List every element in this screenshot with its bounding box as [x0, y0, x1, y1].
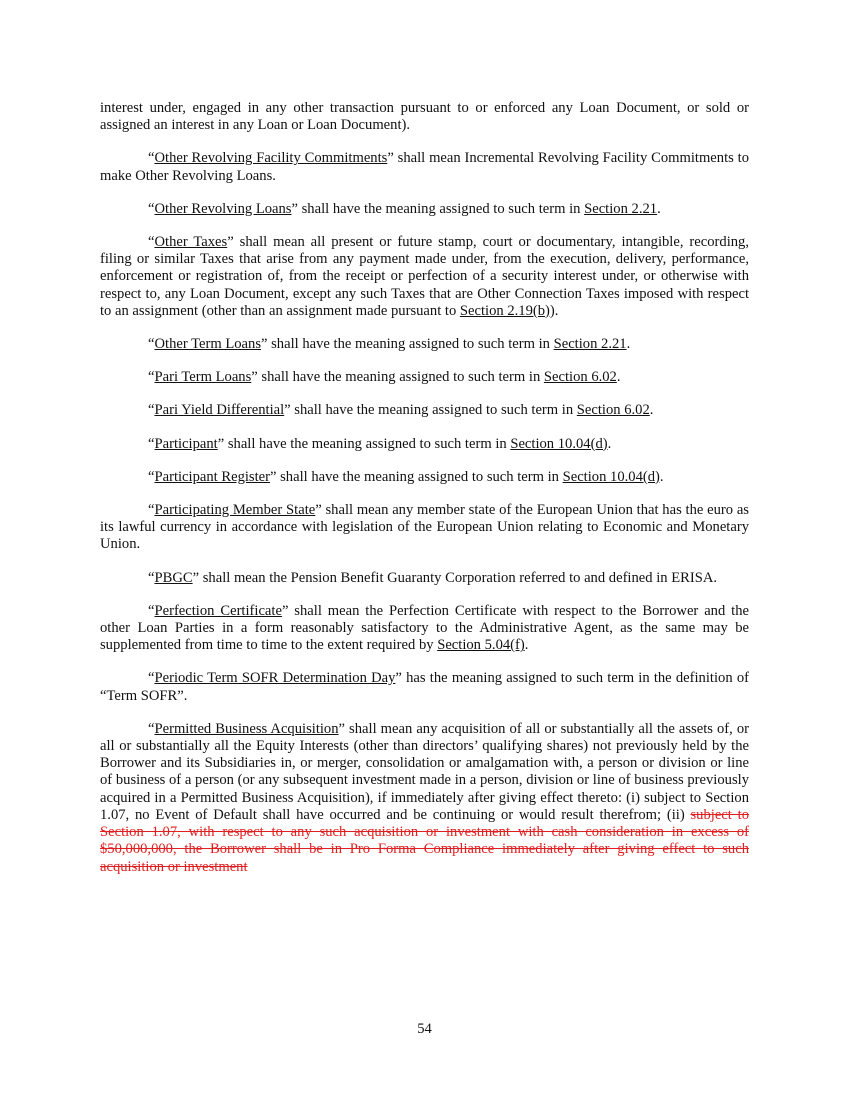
paragraph	[100, 234, 749, 320]
defined-term-or-reference: Section 5.04(f)	[437, 637, 525, 654]
defined-term-or-reference: Participant	[154, 435, 218, 452]
text-run: “	[148, 369, 155, 386]
defined-term-or-reference: Other Revolving Facility Commitments	[154, 150, 388, 167]
text-run: “	[148, 435, 155, 452]
text-run: .	[659, 468, 664, 485]
paragraph	[100, 436, 749, 453]
paragraph	[100, 570, 749, 587]
paragraph	[100, 721, 749, 876]
paragraph	[100, 336, 749, 353]
text-run: ” shall have the meaning assigned to such term in	[217, 435, 511, 452]
defined-term-or-reference: Perfection Certificate	[154, 602, 282, 619]
text-run: .	[626, 336, 631, 353]
text-run: “	[148, 502, 155, 519]
defined-term-or-reference: Pari Term Loans	[154, 369, 252, 386]
text-run: ” shall mean the Perfection Certificate with respect to the Borrower and the other Loan Parties in a form reasonably satisfactory to the Administrative Agent, as the same may be supplemented from time to time to the extent required by	[100, 602, 749, 654]
text-run: ” shall have the meaning assigned to such term in	[261, 336, 554, 353]
text-run: ” has the meaning assigned to such term in the definition of “Term SOFR”.	[100, 670, 749, 704]
text-run: ” shall mean the Pension Benefit Guaranty Corporation referred to and defined in ERISA.	[192, 569, 718, 586]
text-run: “	[148, 569, 155, 586]
defined-term-or-reference: Section 6.02	[543, 369, 617, 386]
text-run: “	[148, 402, 155, 419]
paragraph	[100, 100, 749, 134]
defined-term-or-reference: Section 6.02	[576, 402, 650, 419]
text-run: “	[148, 670, 155, 687]
defined-term-or-reference: Periodic Term SOFR Determination Day	[154, 670, 396, 687]
defined-term-or-reference: Participant Register	[154, 468, 270, 485]
paragraph	[100, 402, 749, 419]
paragraph	[100, 603, 749, 655]
deleted-text: , with respect to any such acquisition or investment with cash consideration in excess of $50,000,000, the Borrower shall be in Pro Forma Compliance immediately after giving effect to such acquisition or investment	[100, 824, 749, 875]
paragraph	[100, 369, 749, 386]
defined-term-or-reference: Other Term Loans	[154, 336, 261, 353]
text-run: ” shall mean Incremental Revolving Facility Commitments to make Other Revolving Loans.	[100, 150, 750, 184]
text-run: .	[524, 637, 529, 654]
text-run: ).	[549, 302, 559, 319]
page-body	[100, 100, 749, 892]
text-run: “	[148, 720, 155, 737]
paragraph	[100, 469, 749, 486]
defined-term-or-reference: Section 2.21	[584, 200, 658, 217]
text-run: .	[649, 402, 654, 419]
paragraph	[100, 201, 749, 218]
text-run: ” shall have the meaning assigned to such term in	[291, 200, 585, 217]
paragraph	[100, 670, 749, 704]
text-run: ” shall mean any acquisition of all or substantially all the assets of, or all or substantially all the Equity Interests (other than directors’ qualifying shares) not previously held by the Borrower and its Subsidiaries in, or merger, consolidation or amalgamation with, a person or division or line of business of a person (or any subsequent investment made in a person, division or line of business previously acquired in a Permitted Business Acquisition), if immediately after giving effect thereto: (i) subject to Section 1.07, no Event of Default shall have occurred and be continuing or would result therefrom; (ii)	[100, 720, 750, 823]
text-run: ” shall mean any member state of the European Union that has the euro as its lawful currency in accordance with legislation of the European Union relating to Economic and Monetary Union.	[100, 502, 749, 553]
text-run: “	[148, 200, 155, 217]
defined-term-or-reference: Section 2.21	[553, 336, 627, 353]
text-run: ” shall mean all present or future stamp, court or documentary, intangible, recording, filing or similar Taxes that arise from any payment made under, from the execution, delivery, performance, enforcement or registration of, from the receipt or perfection of a security interest under, or otherwise with respect to, any Loan Document, except any such Taxes that are Other Connection Taxes imposed with respect to an assignment (other than an assignment made pursuant to	[100, 234, 749, 319]
text-run: .	[607, 435, 612, 452]
text-run: “	[148, 468, 155, 485]
defined-term-or-reference: Section 10.04(d)	[510, 435, 608, 452]
paragraph	[100, 502, 749, 554]
text-run: “	[148, 150, 155, 167]
deleted-text: subject to	[690, 806, 749, 823]
text-run: .	[616, 369, 621, 386]
deleted-text: Section 1.07	[100, 824, 178, 841]
defined-term-or-reference: Other Revolving Loans	[154, 200, 292, 217]
text-run: “	[148, 234, 155, 251]
text-run: interest under, engaged in any other transaction pursuant to or enforced any Loan Document, or sold or assigned an interest in any Loan or Loan Document).	[100, 100, 749, 134]
text-run: ” shall have the meaning assigned to such term in	[251, 369, 544, 386]
defined-term-or-reference: Other Taxes	[154, 234, 228, 251]
page-number: 54	[417, 1021, 432, 1037]
text-run: .	[657, 200, 661, 217]
defined-term-or-reference: Section 10.04(d)	[562, 468, 660, 485]
defined-term-or-reference: Permitted Business Acquisition	[154, 720, 339, 737]
paragraph	[100, 150, 749, 184]
defined-term-or-reference: Section 2.19(b)	[459, 302, 550, 319]
text-run: “	[148, 336, 155, 353]
text-run: “	[148, 602, 155, 619]
defined-term-or-reference: Pari Yield Differential	[154, 402, 285, 419]
defined-term-or-reference: Participating Member State	[154, 502, 316, 519]
text-run: ” shall have the meaning assigned to such term in	[270, 468, 563, 485]
defined-term-or-reference: PBGC	[154, 569, 193, 586]
text-run: ” shall have the meaning assigned to such term in	[284, 402, 577, 419]
